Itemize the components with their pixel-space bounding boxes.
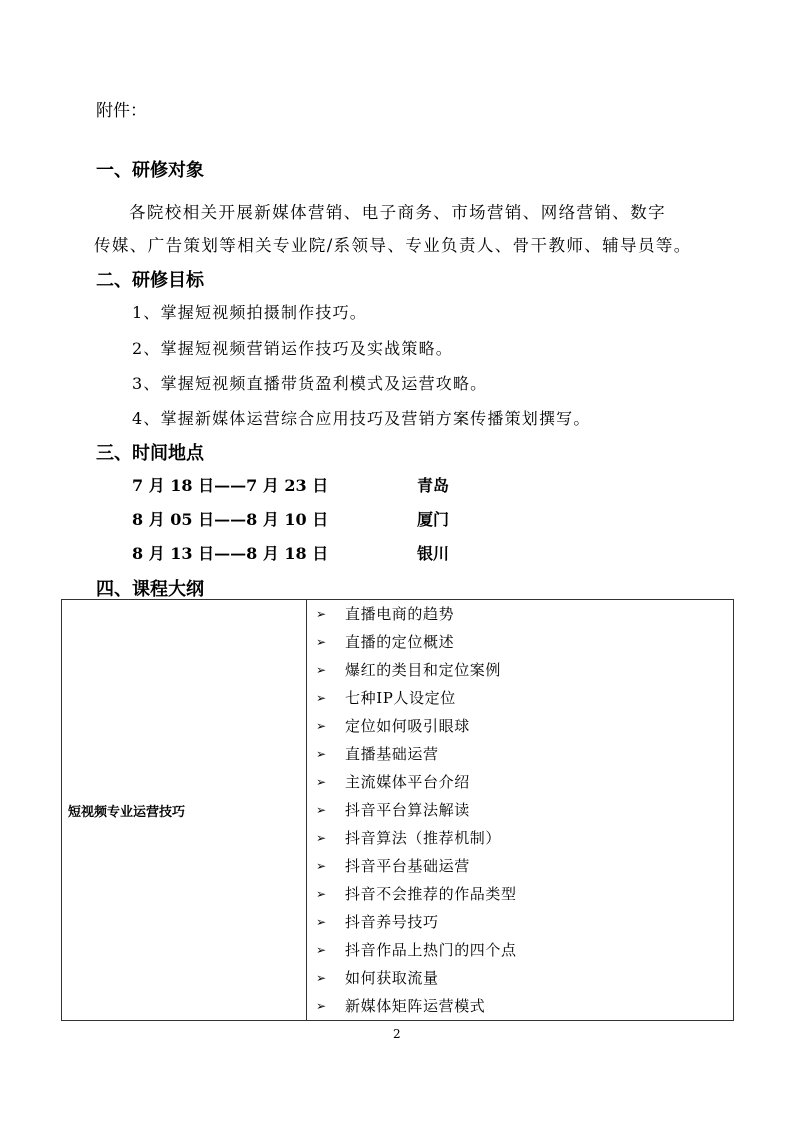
schedule-location: 厦门 [417,510,450,529]
arrow-bullet-icon: ➢ [316,719,327,733]
topic-label: 抖音养号技巧 [345,913,439,931]
topic-item [307,684,733,712]
topic-label: 抖音平台基础运营 [345,857,470,875]
topic-label: 定位如何吸引眼球 [345,717,470,735]
section-heading-time-place: 三、时间地点 [96,443,204,464]
schedule-dates: 7 月 18 日——7 月 23 日 [132,476,329,495]
course-topics-cell [307,600,734,1021]
course-category-cell: 短视频专业运营技巧 [62,600,307,1021]
schedule-row [132,541,450,564]
arrow-bullet-icon: ➢ [316,747,327,761]
section-heading-course-outline: 四、课程大纲 [96,579,204,600]
topic-item [307,992,733,1020]
arrow-bullet-icon: ➢ [316,943,327,957]
course-outline-table [61,599,734,1021]
page-number: 2 [393,1027,401,1041]
topic-item [307,628,733,656]
topic-item [307,600,733,628]
topic-item [307,824,733,852]
topic-label: 直播电商的趋势 [345,605,455,623]
topic-label: 新媒体矩阵运营模式 [345,997,486,1015]
topic-item [307,964,733,992]
topic-label: 抖音平台算法解读 [345,801,470,819]
attachment-label: 附件： [96,101,147,121]
topic-label: 主流媒体平台介绍 [345,773,470,791]
schedule-row [132,473,450,496]
paragraph-line-1: 各院校相关开展新媒体营销、电子商务、市场营销、网络营销、数字 [129,203,666,222]
goal-item: 2、掌握短视频营销运作技巧及实战策略。 [132,339,453,358]
arrow-bullet-icon: ➢ [316,803,327,817]
topic-item [307,712,733,740]
arrow-bullet-icon: ➢ [316,691,327,705]
topic-label: 七种IP人设定位 [345,689,456,707]
topic-item [307,740,733,768]
arrow-bullet-icon: ➢ [316,887,327,901]
goal-item: 4、掌握新媒体运营综合应用技巧及营销方案传播策划撰写。 [132,409,591,428]
schedule-row [132,507,450,530]
topic-item [307,908,733,936]
arrow-bullet-icon: ➢ [316,663,327,677]
arrow-bullet-icon: ➢ [316,971,327,985]
topic-label: 抖音作品上热门的四个点 [345,941,517,959]
topic-item [307,852,733,880]
arrow-bullet-icon: ➢ [316,915,327,929]
topic-label: 抖音不会推荐的作品类型 [345,885,517,903]
goal-item: 3、掌握短视频直播带货盈利模式及运营攻略。 [132,374,488,393]
section-heading-target-audience: 一、研修对象 [96,160,204,181]
topic-label: 爆红的类目和定位案例 [345,661,502,679]
section-heading-training-goals: 二、研修目标 [96,270,204,291]
arrow-bullet-icon: ➢ [316,775,327,789]
schedule-dates: 8 月 05 日——8 月 10 日 [132,510,329,529]
table-row [62,600,734,1021]
arrow-bullet-icon: ➢ [316,859,327,873]
topic-item [307,880,733,908]
topic-label: 直播的定位概述 [345,633,455,651]
topic-label: 直播基础运营 [345,745,439,763]
arrow-bullet-icon: ➢ [316,607,327,621]
arrow-bullet-icon: ➢ [316,635,327,649]
topic-label: 抖音算法（推荐机制） [345,829,502,847]
topic-item [307,656,733,684]
arrow-bullet-icon: ➢ [316,831,327,845]
schedule-location: 青岛 [417,476,450,495]
topic-item [307,796,733,824]
topic-item [307,768,733,796]
goal-item: 1、掌握短视频拍摄制作技巧。 [132,303,367,322]
schedule-location: 银川 [417,544,450,563]
arrow-bullet-icon: ➢ [316,999,327,1013]
topic-list [307,600,733,1020]
topic-label: 如何获取流量 [345,969,439,987]
schedule-dates: 8 月 13 日——8 月 18 日 [132,544,329,563]
paragraph-line-2: 传媒、广告策划等相关专业院/系领导、专业负责人、骨干教师、辅导员等。 [94,236,692,255]
topic-item [307,936,733,964]
